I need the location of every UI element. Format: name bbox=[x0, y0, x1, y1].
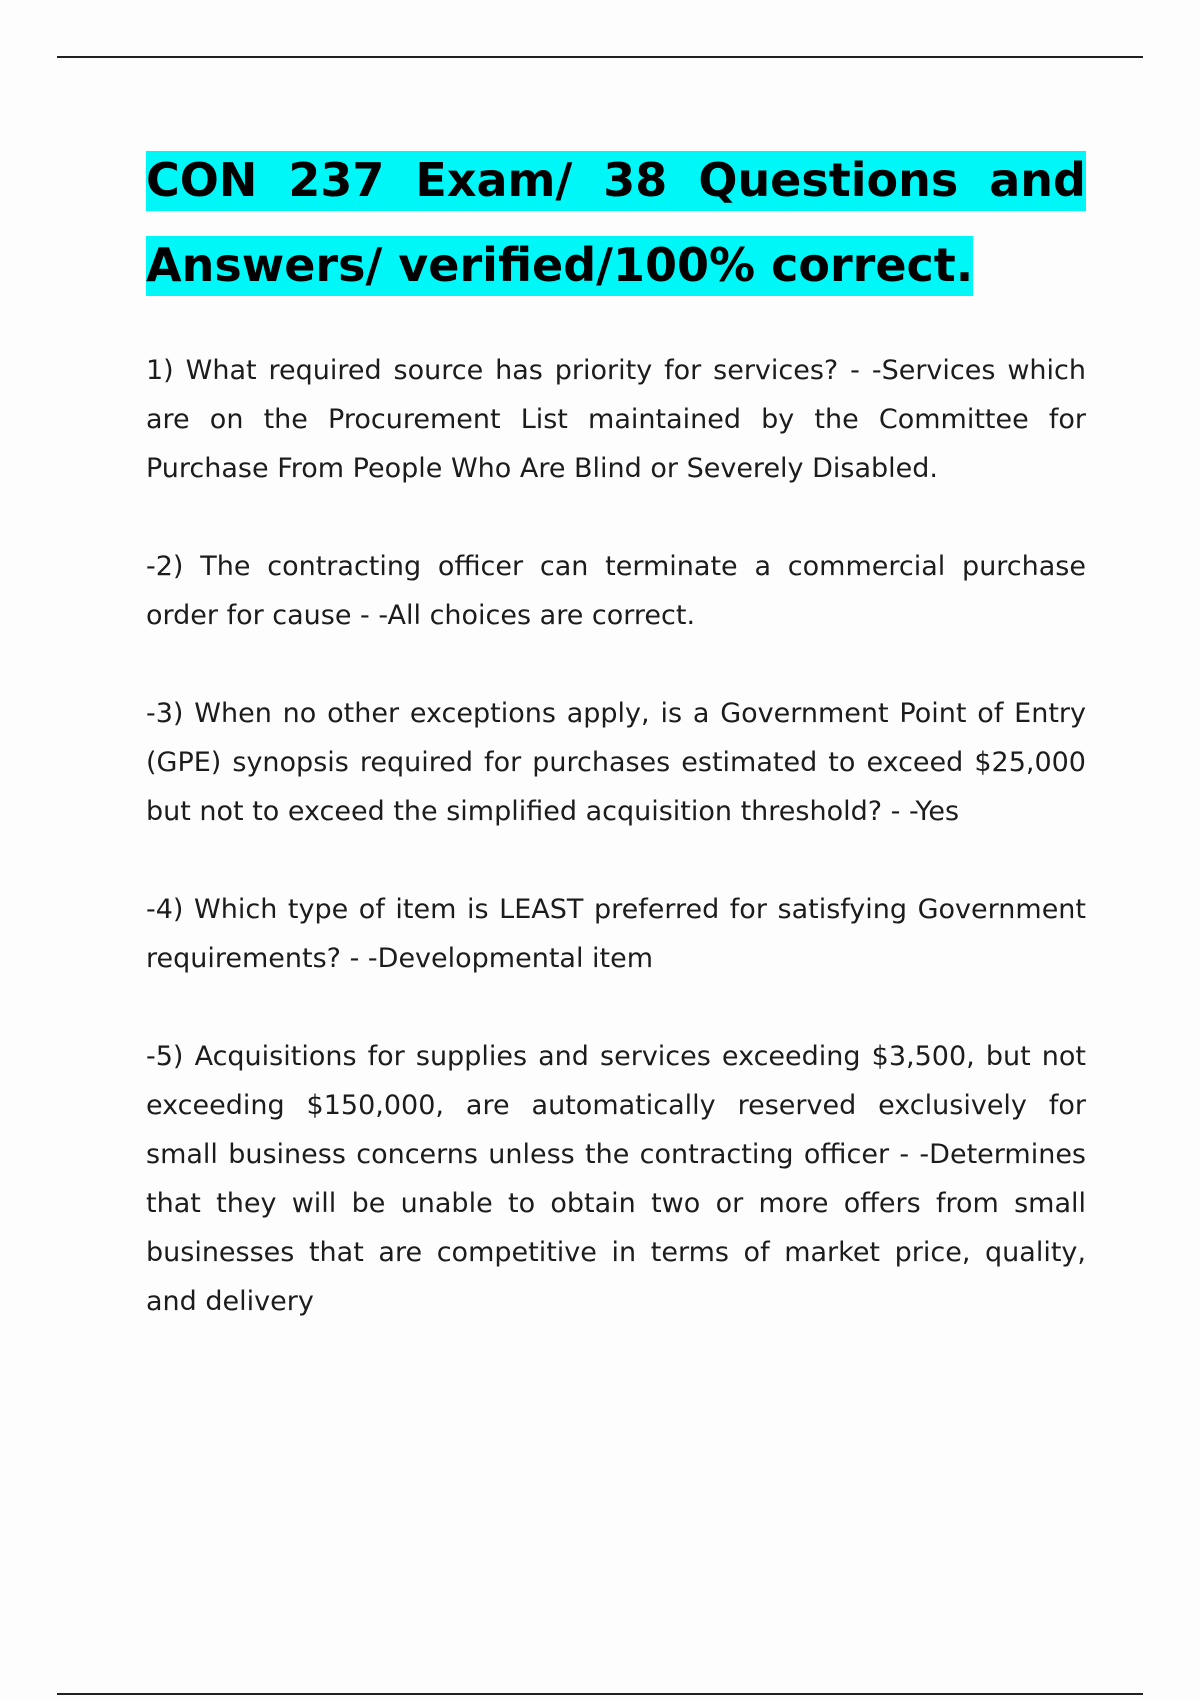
qa-item-5: -5) Acquisitions for supplies and services exceeding $3,500, but not exceeding $150,000, are automatically reserved exclusively for small business concerns unless the contracting officer - -Determines that they will be unable to obtain two or more offers from small businesses that are competitive in terms of market price, quality, and delivery bbox=[146, 1041, 1086, 1317]
title-highlight: CON 237 Exam/ 38 Questions and Answers/ verified/100% correct. bbox=[146, 151, 1086, 296]
qa-list bbox=[146, 346, 1086, 1326]
document-content bbox=[146, 138, 1086, 1375]
footer-rule bbox=[57, 1693, 1143, 1695]
qa-item-1: 1) What required source has priority for services? - -Services which are on the Procurement List maintained by the Committee for Purchase From People Who Are Blind or Severely Disabled. bbox=[146, 355, 1086, 484]
document-title bbox=[146, 138, 1086, 308]
qa-item-2: -2) The contracting officer can terminate a commercial purchase order for cause - -All choices are correct. bbox=[146, 551, 1086, 631]
qa-item-4: -4) Which type of item is LEAST preferred for satisfying Government requirements? - -Developmental item bbox=[146, 894, 1086, 974]
header-rule bbox=[57, 56, 1143, 58]
qa-item-3: -3) When no other exceptions apply, is a Government Point of Entry (GPE) synopsis required for purchases estimated to exceed $25,000 but not to exceed the simplified acquisition threshold? - -Yes bbox=[146, 698, 1086, 827]
